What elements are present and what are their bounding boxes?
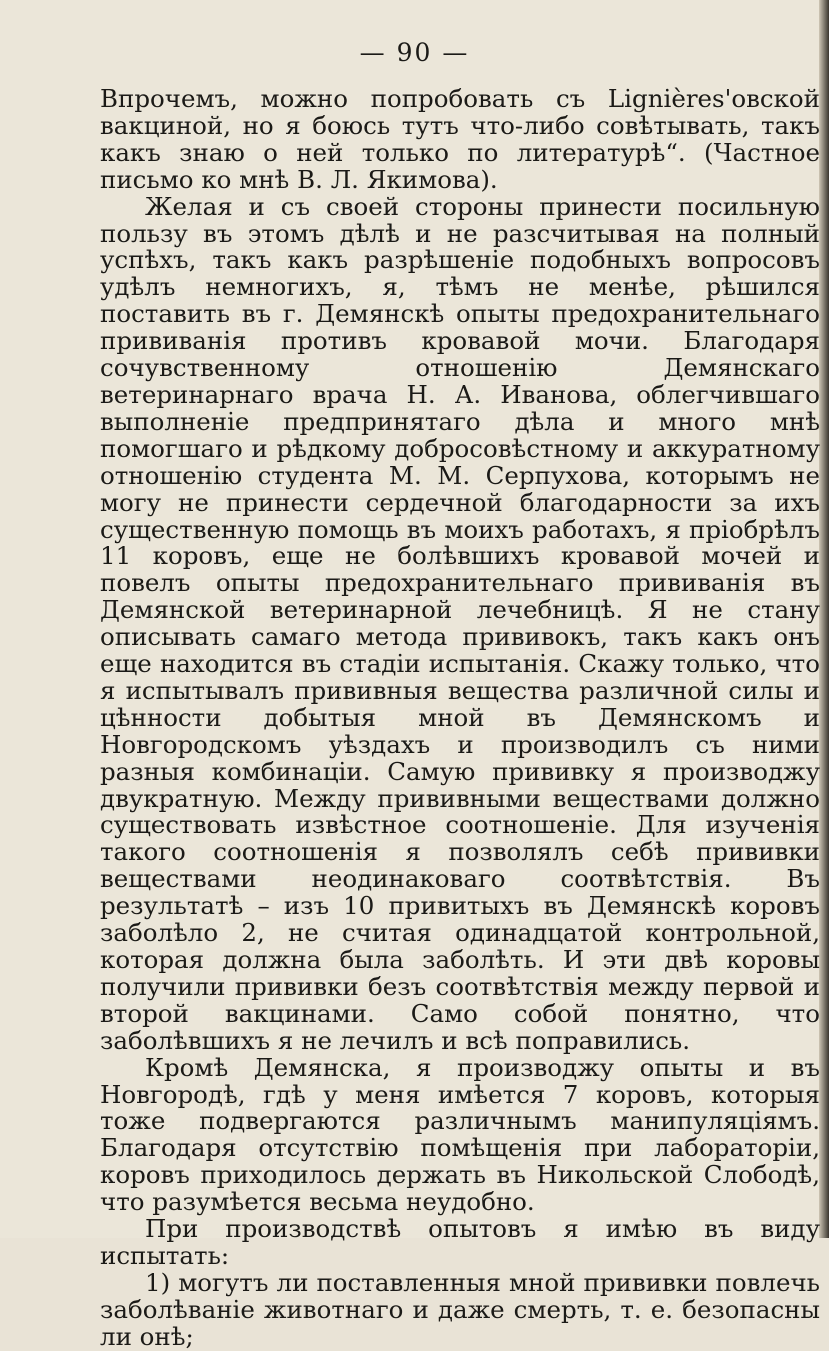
- paragraph-5: 1) могутъ ли поставленныя мной прививки повлечь заболѣваніе животнаго и даже смерть, т. е. безопасны ли онѣ;: [100, 1267, 820, 1351]
- paragraph-1: Впрочемъ, можно попробовать съ Lignières'овской вакциной, но я боюсь тутъ что-либо совѣтывать, такъ какъ знаю о ней только по литературѣ“. (Частное письмо ко мнѣ В. Л. Якимова).: [100, 84, 820, 194]
- body-text: [100, 86, 820, 1351]
- paragraph-2: Желая и съ своей стороны принести посильную пользу въ этомъ дѣлѣ и не разсчитывая на полный успѣхъ, такъ какъ разрѣшеніе подобныхъ вопросовъ удѣлъ немногихъ, я, тѣмъ не менѣе, рѣшился поставить въ г. Демянскѣ опыты предохранительнаго прививанія противъ кровавой мочи. Благодаря сочувственному отношенію Демянскаго ветеринарнаго врача Н. А. Иванова, облегчившаго выполненіе предпринятаго дѣла и много мнѣ помогшаго и рѣдкому добросовѣстному и аккуратному отношенію студента М. М. Серпухова, которымъ не могу не принести сердечной благодарности за ихъ существенную помощь въ моихъ работахъ, я пріобрѣлъ 11 коровъ, еще не болѣвшихъ кровавой мочей и повелъ опыты предохранительнаго прививанія въ Демянской ветеринарной лечебницѣ. Я не стану описывать самаго метода прививокъ, такъ какъ онъ еще находится въ стадіи испытанія. Скажу только, что я испытывалъ прививныя вещества различной силы и цѣнности добытыя мной въ Демянскомъ и Новгородскомъ уѣздахъ и производилъ съ ними разныя комбинаціи. Самую прививку я производжу двукратную. Между прививными веществами должно существовать извѣстное соотношеніе. Для изученія такого соотношенія я позволялъ себѣ прививки веществами неодинаковаго соотвѣтствія. Въ результатѣ – изъ 10 привитыхъ въ Демянскѣ коровъ заболѣло 2, не считая одинадцатой контрольной, которая должна была заболѣть. И эти двѣ коровы получили прививки безъ соотвѣтствія между первой и второй вакцинами. Само собой понятно, что заболѣвшихъ я не лечилъ и всѣ поправились.: [100, 191, 820, 1055]
- paragraph-4: При производствѣ опытовъ я имѣю въ виду испытать:: [100, 1214, 820, 1270]
- paragraph-3: Кромѣ Демянска, я производжу опыты и въ Новгородѣ, гдѣ у меня имѣется 7 коровъ, которыя тоже подвергаются различнымъ манипуляціямъ. Благодаря отсутствію помѣщенія при лабораторіи, коровъ приходилось держать въ Никольской Слободѣ, что разумѣется весьма неудобно.: [100, 1052, 820, 1217]
- page-edge-shadow: [819, 0, 829, 1238]
- page-number: — 90 —: [359, 38, 470, 67]
